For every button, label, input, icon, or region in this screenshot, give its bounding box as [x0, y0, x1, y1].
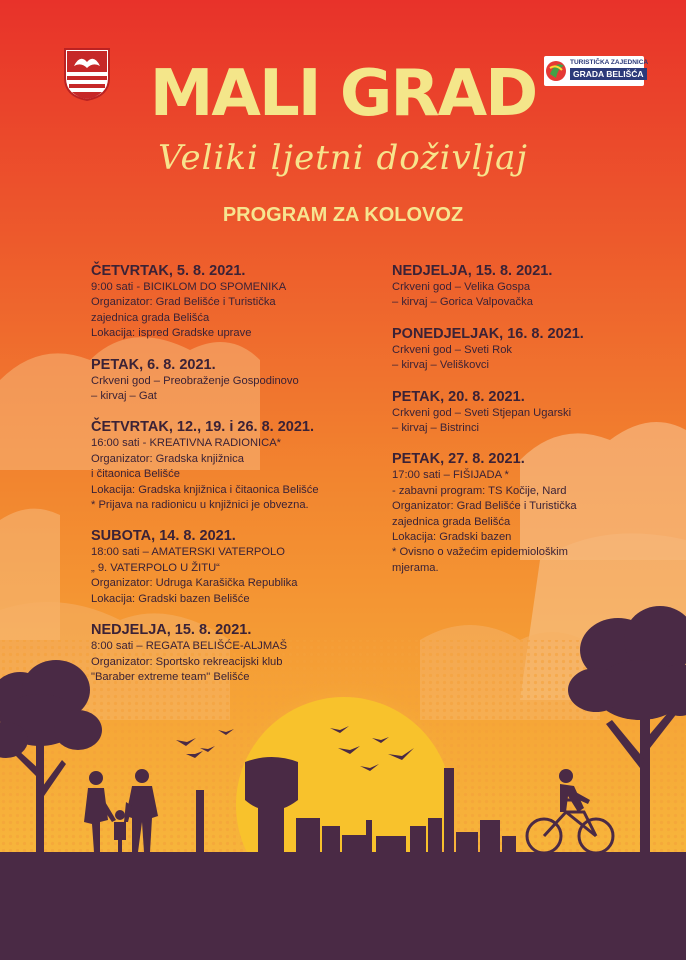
event-item	[392, 325, 686, 374]
event-line: Crkveni god – Velika Gospa	[392, 281, 531, 293]
event-line: Lokacija: Gradski bazen	[392, 531, 512, 544]
event-line: "Baraber extreme team" Belišće	[91, 670, 250, 683]
event-date: PETAK, 20. 8. 2021.	[392, 388, 525, 405]
event-line: Crkveni god – Preobraženje Gospodinovo	[91, 374, 299, 387]
event-date: PONEDJELJAK, 16. 8. 2021.	[392, 325, 584, 342]
event-item	[91, 262, 391, 342]
event-date: NEDJELJA, 15. 8. 2021.	[392, 263, 553, 279]
event-line: Lokacija: Gradski bazen Belišće	[91, 592, 250, 605]
event-line: zajednica grada Belišća	[392, 515, 511, 528]
event-line: 9:00 sati - BICIKLOM DO SPOMENIKA	[91, 281, 287, 293]
poster-title: MALI GRAD	[149, 57, 537, 131]
program-heading: PROGRAM ZA KOLOVOZ	[222, 204, 464, 226]
event-item	[392, 450, 686, 576]
event-date: SUBOTA, 14. 8. 2021.	[91, 528, 236, 545]
event-line: Organizator: Grad Belišće i Turistička	[392, 500, 577, 513]
event-line: „ 9. VATERPOLO U ŽITU“	[91, 561, 220, 574]
event-item	[91, 527, 391, 607]
event-date: NEDJELJA, 15. 8. 2021.	[91, 622, 252, 639]
event-line: – kirvaj – Gat	[91, 390, 157, 403]
ground	[0, 852, 686, 960]
event-line: - zabavni program: TS Kočije, Nard	[392, 484, 567, 497]
event-line: zajednica grada Belišća	[91, 311, 210, 324]
event-line: * Ovisno o važećim epidemiološkim	[392, 546, 568, 559]
event-item	[392, 262, 686, 311]
event-date: PETAK, 27. 8. 2021.	[392, 451, 525, 468]
event-line: Crkveni god – Sveti Rok	[392, 343, 513, 356]
poster-subtitle: Veliki ljetni doživljaj	[158, 138, 528, 178]
event-line: 16:00 sati - KREATIVNA RADIONICA*	[91, 437, 282, 450]
event-line: Organizator: Udruga Karašička Republika	[91, 577, 298, 590]
event-item	[392, 388, 686, 437]
event-date: ČETVRTAK, 12., 19. i 26. 8. 2021.	[91, 419, 314, 436]
event-line: Lokacija: ispred Gradske uprave	[91, 327, 252, 340]
event-line: – kirvaj – Bistrinci	[392, 422, 480, 435]
event-line: Organizator: Sportsko rekreacijski klub	[91, 655, 283, 668]
tourist-board-name-line1: TURISTIČKA ZAJEDNICA	[570, 59, 649, 66]
event-line: 17:00 sati – FIŠIJADA *	[392, 469, 509, 482]
event-line: i čitaonica Belišće	[91, 468, 180, 481]
event-item	[91, 621, 391, 685]
event-line: Organizator: Grad Belišće i Turistička	[91, 296, 276, 309]
event-line: 8:00 sati – REGATA BELIŠĆE-ALJMAŠ	[91, 640, 288, 653]
event-line: – kirvaj – Gorica Valpovačka	[392, 296, 533, 309]
event-line: Lokacija: Gradska knjižnica i čitaonica Belišće	[91, 483, 319, 496]
event-list-right	[392, 262, 686, 590]
event-line: – kirvaj – Veliškovci	[392, 359, 489, 372]
event-item	[91, 356, 391, 405]
event-date: ČETVRTAK, 5. 8. 2021.	[91, 263, 246, 279]
event-list-left	[91, 262, 391, 699]
tourist-board-name-line2: GRADA BELIŠĆA	[570, 68, 647, 80]
event-item	[91, 418, 391, 513]
event-line: Organizator: Gradska knjižnica	[91, 452, 244, 465]
event-line: 18:00 sati – AMATERSKI VATERPOLO	[91, 546, 285, 559]
event-line: mjerama.	[392, 561, 439, 574]
event-line: Crkveni god – Sveti Stjepan Ugarski	[392, 406, 572, 419]
event-line: * Prijava na radionicu u knjižnici je obvezna.	[91, 499, 309, 512]
event-date: PETAK, 6. 8. 2021.	[91, 356, 216, 373]
